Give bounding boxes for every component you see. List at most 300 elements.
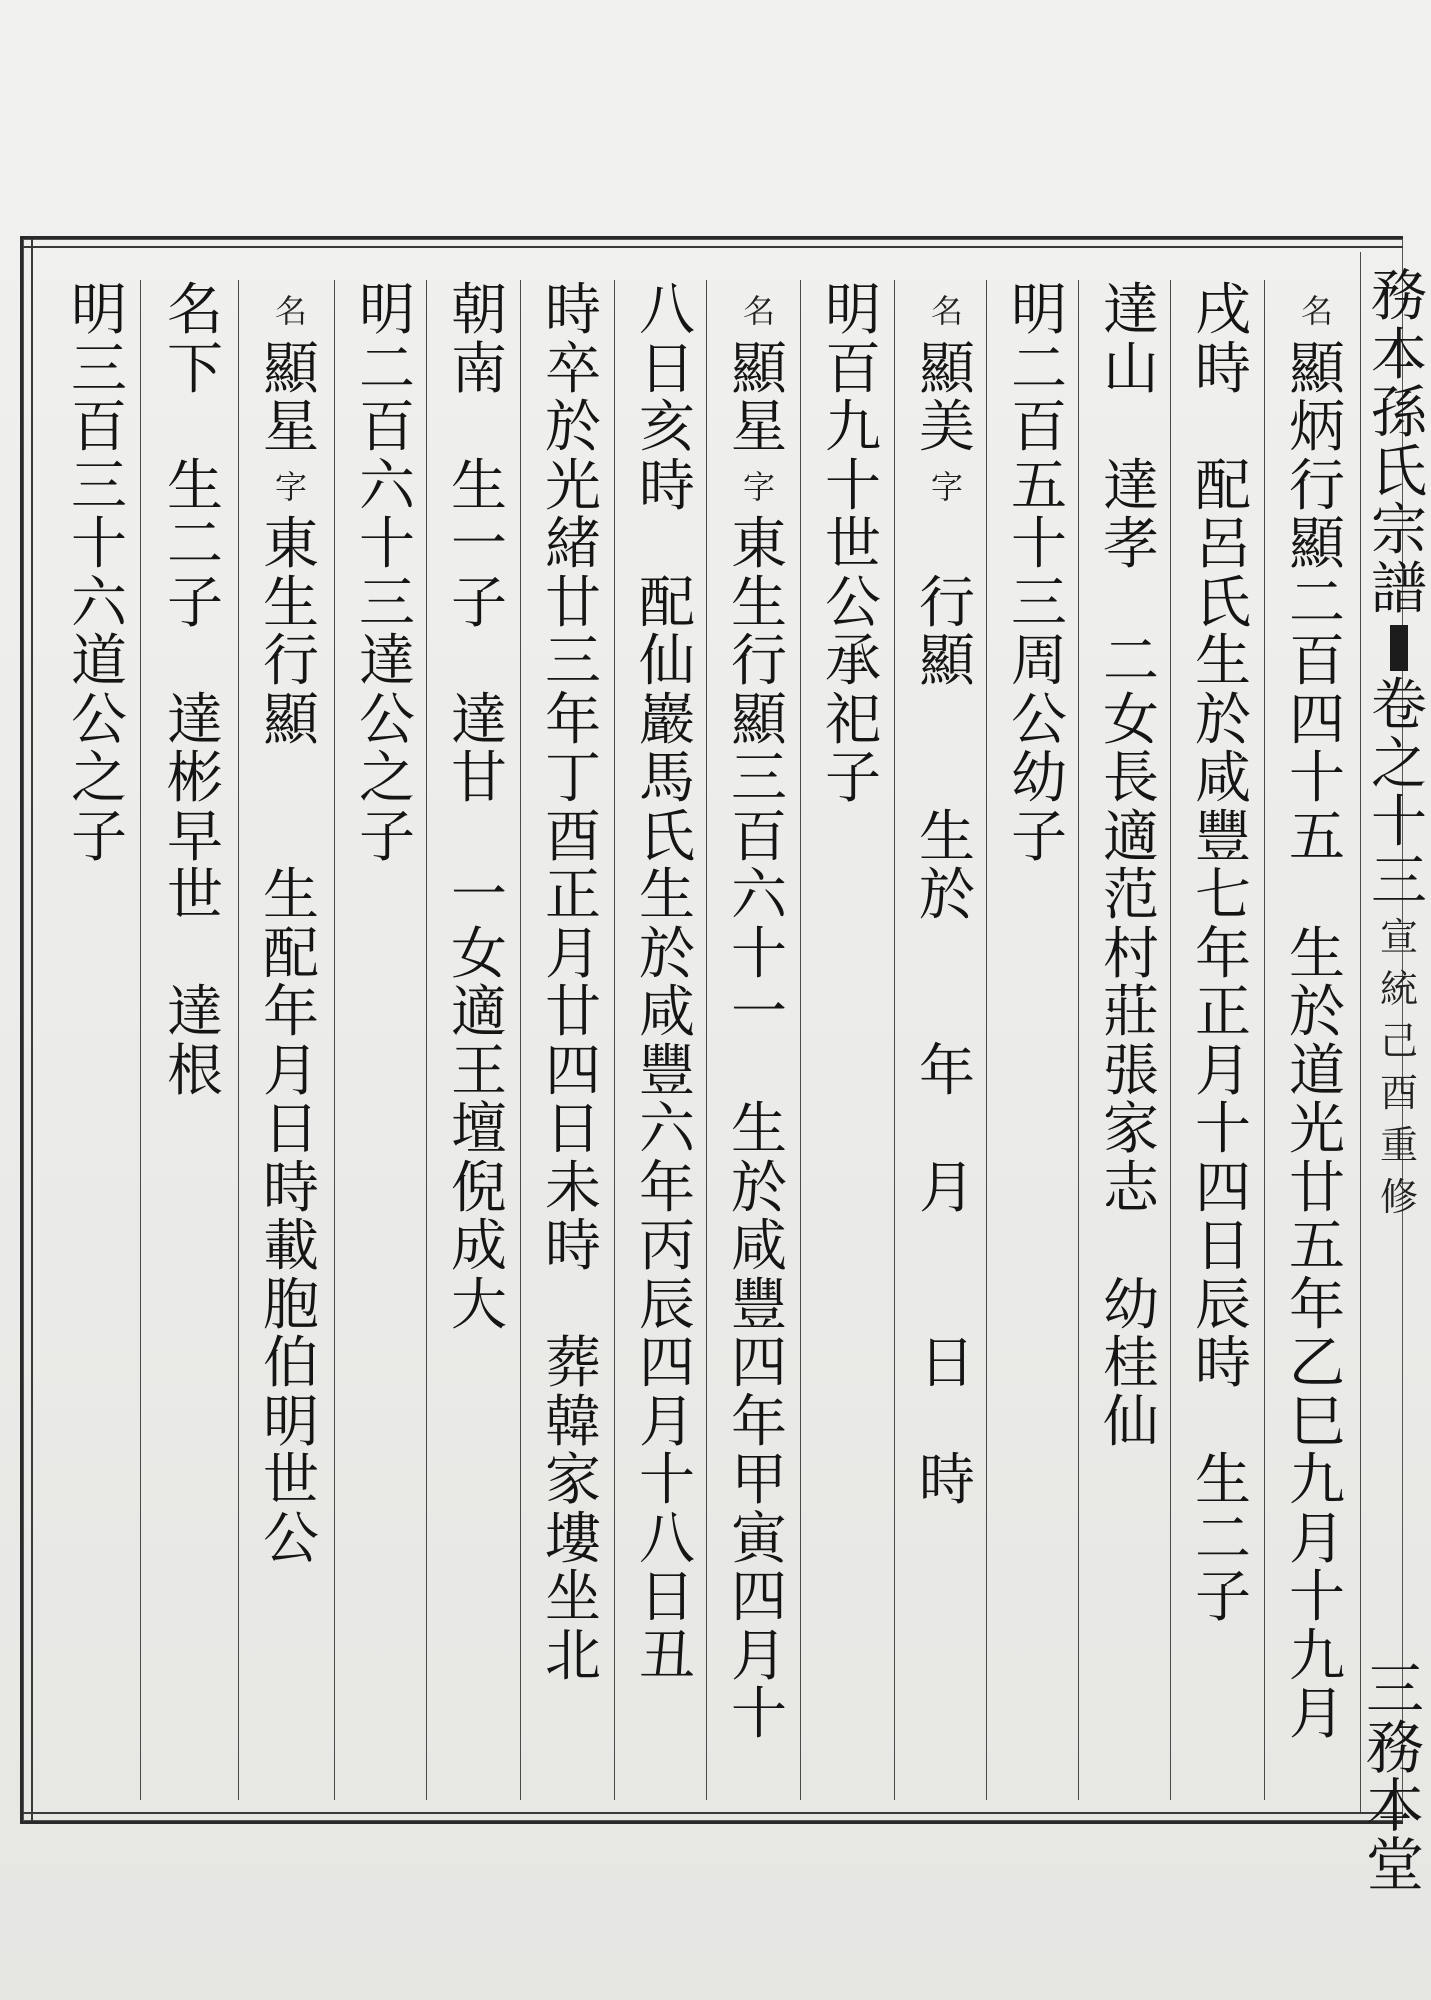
glyph: 東: [263, 512, 319, 577]
glyph: 丑: [639, 1623, 695, 1689]
small-glyph: 字: [930, 467, 963, 506]
glyph: 女: [1103, 687, 1159, 753]
glyph: 咸: [1195, 746, 1251, 811]
glyph: 月: [263, 1038, 319, 1104]
glyph: 范: [1103, 863, 1159, 928]
glyph: 公: [71, 687, 127, 753]
glyph: 於: [1289, 980, 1345, 1045]
glyph: 日: [639, 336, 695, 402]
glyph: 塿: [545, 1506, 601, 1572]
glyph: 世: [167, 863, 223, 928]
glyph: 於: [545, 395, 601, 460]
glyph: 六: [71, 570, 127, 636]
glyph: 譜: [1371, 556, 1427, 622]
column-rule: [140, 280, 141, 1800]
glyph: 五: [1289, 1214, 1345, 1279]
glyph: 達: [1103, 278, 1159, 343]
glyph: 幼: [1011, 746, 1067, 811]
edition-glyph: 己: [1379, 1019, 1418, 1063]
glyph: 達: [167, 980, 223, 1045]
glyph: 月: [919, 1155, 975, 1221]
small-annotation: [912, 282, 982, 341]
glyph: 八: [639, 1506, 695, 1572]
glyph: 年: [639, 1155, 695, 1221]
glyph: 公: [359, 687, 415, 753]
glyph: 明: [359, 278, 415, 343]
glyph: 根: [167, 1038, 223, 1104]
glyph: [1096, 1218, 1166, 1277]
glyph: 光: [1289, 1097, 1345, 1162]
glyph: 辰: [1195, 1272, 1251, 1338]
glyph: 年: [1195, 921, 1251, 987]
glyph: 年: [1289, 1272, 1345, 1338]
glyph: 四: [1195, 1155, 1251, 1221]
glyph: 十: [639, 1448, 695, 1513]
glyph: [1282, 867, 1352, 926]
glyph: 顯: [263, 687, 319, 753]
glyph: 北: [545, 1623, 601, 1689]
glyph: 豐: [1195, 804, 1251, 870]
glyph: [912, 692, 982, 751]
glyph: [1096, 399, 1166, 458]
glyph: 咸: [731, 1214, 787, 1279]
glyph: 生: [731, 570, 787, 636]
glyph: 務: [1365, 1713, 1424, 1782]
glyph: 適: [1103, 804, 1159, 870]
glyph: 酉: [545, 804, 601, 870]
glyph: 十: [1195, 1097, 1251, 1162]
glyph: 日: [263, 1097, 319, 1162]
glyph: 顯: [263, 336, 319, 402]
glyph: 家: [545, 1448, 601, 1513]
text-column-10: [444, 278, 514, 1338]
glyph: 咸: [639, 980, 695, 1045]
glyph: 二: [1289, 570, 1345, 636]
glyph: 巖: [639, 687, 695, 753]
glyph: 韓: [545, 1389, 601, 1455]
glyph: 年: [919, 1038, 975, 1104]
glyph: 二: [359, 336, 415, 402]
glyph: [256, 750, 326, 809]
glyph: [1188, 399, 1258, 458]
glyph: [912, 1101, 982, 1160]
glyph: 氏: [1195, 570, 1251, 636]
glyph: [724, 1043, 794, 1102]
glyph: 月: [1195, 1038, 1251, 1104]
glyph: 配: [639, 570, 695, 636]
glyph: 四: [1289, 687, 1345, 753]
glyph: 時: [1195, 1331, 1251, 1396]
small-annotation: [724, 458, 794, 517]
glyph: 家: [1103, 1097, 1159, 1162]
glyph: 乙: [1289, 1331, 1345, 1396]
glyph: 日: [1195, 1214, 1251, 1279]
fishtail-mark-icon: [1390, 625, 1408, 671]
glyph: 配: [1195, 453, 1251, 519]
small-glyph: 字: [742, 467, 775, 506]
glyph: 莊: [1103, 980, 1159, 1045]
glyph: 月: [639, 1389, 695, 1455]
text-column-6: [818, 278, 888, 811]
glyph: 五: [1289, 804, 1345, 870]
glyph: 三: [71, 336, 127, 402]
glyph: 祀: [825, 687, 881, 753]
glyph: 於: [919, 863, 975, 928]
glyph: 馬: [639, 746, 695, 811]
glyph: 四: [545, 1038, 601, 1104]
glyph: 時: [263, 1155, 319, 1221]
glyph: 廿: [545, 980, 601, 1045]
glyph: 於: [1195, 687, 1251, 753]
edition-glyph: 酉: [1379, 1071, 1418, 1115]
glyph: 周: [1011, 629, 1067, 694]
glyph: 本: [1365, 1772, 1424, 1840]
glyph: 配: [263, 921, 319, 987]
glyph: 生: [1195, 1448, 1251, 1513]
glyph: 孫: [1371, 381, 1427, 446]
glyph: 一: [451, 512, 507, 577]
glyph: 甲: [731, 1448, 787, 1513]
glyph: 一: [731, 980, 787, 1045]
glyph: 朝: [451, 278, 507, 343]
glyph: 日: [639, 1565, 695, 1630]
glyph: 十: [359, 512, 415, 577]
text-column-7: [724, 282, 794, 1745]
glyph: 三: [545, 629, 601, 694]
column-rule: [334, 280, 335, 1800]
column-rule: [1170, 280, 1171, 1800]
glyph: 生: [263, 863, 319, 928]
edition-glyph: 重: [1379, 1123, 1418, 1167]
glyph: 明: [263, 1389, 319, 1455]
glyph: 王: [451, 1038, 507, 1104]
glyph: 伯: [263, 1331, 319, 1396]
glyph: [160, 399, 230, 458]
glyph: 時: [1195, 336, 1251, 402]
glyph: 行: [1289, 453, 1345, 519]
glyph: [256, 809, 326, 868]
glyph: 坐: [545, 1565, 601, 1630]
text-column-1: [1282, 282, 1352, 1745]
glyph: 月: [1289, 1682, 1345, 1747]
glyph: 豐: [639, 1038, 695, 1104]
glyph: 彬: [167, 746, 223, 811]
text-column-9: [538, 278, 608, 1689]
glyph: 張: [1103, 1038, 1159, 1104]
glyph: 行: [263, 629, 319, 694]
glyph: 三: [731, 746, 787, 811]
small-annotation: [256, 282, 326, 341]
glyph: 顯: [731, 687, 787, 753]
column-rule: [1360, 252, 1361, 1812]
column-rule: [1078, 280, 1079, 1800]
glyph: 戌: [1195, 278, 1251, 343]
glyph: 十: [1371, 790, 1427, 855]
glyph: 氏: [1371, 439, 1427, 505]
glyph: 星: [731, 395, 787, 460]
small-annotation: [912, 458, 982, 517]
column-rule: [614, 280, 615, 1800]
glyph: 三: [1371, 848, 1427, 914]
small-glyph: 名: [274, 292, 307, 331]
glyph: 炳: [1289, 395, 1345, 460]
glyph: [1096, 575, 1166, 634]
glyph: [632, 516, 702, 575]
glyph: 山: [1103, 336, 1159, 402]
glyph: 九: [1289, 1448, 1345, 1513]
glyph: 年: [731, 1389, 787, 1455]
small-glyph: 名: [930, 292, 963, 331]
small-glyph: 名: [1300, 292, 1333, 331]
glyph: 丙: [639, 1214, 695, 1279]
glyph: 公: [825, 570, 881, 636]
glyph: [160, 926, 230, 985]
glyph: 世: [263, 1448, 319, 1513]
glyph: 時: [545, 1214, 601, 1279]
glyph: 氏: [639, 804, 695, 870]
glyph: 三: [71, 453, 127, 519]
glyph: 三: [1011, 570, 1067, 636]
text-column-8: [632, 278, 702, 1689]
glyph: 生: [639, 863, 695, 928]
glyph: 三: [1365, 1655, 1424, 1723]
glyph: 於: [639, 921, 695, 987]
glyph: 子: [167, 570, 223, 636]
glyph: [444, 399, 514, 458]
glyph: 堂: [1365, 1830, 1424, 1899]
glyph: 明: [1011, 278, 1067, 343]
glyph: 六: [731, 863, 787, 928]
column-rule: [894, 280, 895, 1800]
glyph: 顯: [1289, 336, 1345, 402]
glyph: 二: [1195, 1506, 1251, 1572]
column-rule: [520, 280, 521, 1800]
glyph: 行: [731, 629, 787, 694]
glyph: 行: [919, 570, 975, 636]
glyph: 明: [825, 278, 881, 343]
glyph: 呂: [1195, 512, 1251, 577]
glyph: 公: [263, 1506, 319, 1572]
glyph: [160, 633, 230, 692]
glyph: 緒: [545, 512, 601, 577]
glyph: 四: [639, 1331, 695, 1396]
glyph: 生: [263, 570, 319, 636]
glyph: 九: [1289, 1623, 1345, 1689]
glyph: [912, 926, 982, 985]
glyph: 百: [71, 395, 127, 460]
glyph: 月: [1289, 1506, 1345, 1572]
glyph: 五: [1011, 453, 1067, 519]
glyph: 於: [731, 1155, 787, 1221]
edition-glyph: 修: [1379, 1175, 1418, 1219]
glyph: 三: [359, 570, 415, 636]
glyph: 本: [1371, 322, 1427, 388]
frame-top-rule: [23, 246, 1403, 248]
column-rule: [238, 280, 239, 1800]
glyph: 生: [1195, 629, 1251, 694]
glyph: 二: [1103, 629, 1159, 694]
glyph: 顯: [731, 336, 787, 402]
glyph: 大: [451, 1272, 507, 1338]
glyph: 二: [167, 512, 223, 577]
glyph: 顯: [1289, 512, 1345, 577]
glyph: 壇: [451, 1097, 507, 1162]
glyph: 丁: [545, 746, 601, 811]
margin-hall-name: [1360, 1655, 1430, 1899]
glyph: 桂: [1103, 1331, 1159, 1396]
glyph: [912, 1394, 982, 1453]
glyph: 長: [1103, 746, 1159, 811]
glyph: 百: [825, 336, 881, 402]
glyph: 宗: [1371, 498, 1427, 563]
column-rule: [800, 280, 801, 1800]
glyph: 光: [545, 453, 601, 519]
glyph: 亥: [639, 395, 695, 460]
glyph: 子: [71, 804, 127, 870]
glyph: 生: [451, 453, 507, 519]
glyph: 務: [1371, 264, 1427, 329]
glyph: 未: [545, 1155, 601, 1221]
glyph: 百: [731, 804, 787, 870]
glyph: 日: [919, 1331, 975, 1396]
glyph: 下: [167, 336, 223, 402]
column-rule: [706, 280, 707, 1800]
glyph: 四: [731, 1565, 787, 1630]
glyph: 適: [451, 980, 507, 1045]
glyph: [538, 1277, 608, 1336]
glyph: 月: [545, 921, 601, 987]
glyph: 達: [1103, 453, 1159, 519]
glyph: 八: [639, 278, 695, 343]
glyph: [912, 516, 982, 575]
glyph: 十: [825, 453, 881, 519]
text-column-14: [64, 278, 134, 870]
column-rule: [1264, 280, 1265, 1800]
glyph: 十: [731, 921, 787, 987]
glyph: 子: [451, 570, 507, 636]
glyph: 仙: [639, 629, 695, 694]
glyph: 世: [825, 512, 881, 577]
glyph: 明: [71, 278, 127, 343]
glyph: 百: [1289, 629, 1345, 694]
glyph: 葬: [545, 1331, 601, 1396]
glyph: 之: [359, 746, 415, 811]
glyph: 顯: [919, 336, 975, 402]
glyph: 子: [1011, 804, 1067, 870]
glyph: 名: [167, 278, 223, 343]
glyph: [1188, 1394, 1258, 1453]
column-rule: [426, 280, 427, 1800]
glyph: 生: [731, 1097, 787, 1162]
glyph: 胞: [263, 1272, 319, 1338]
glyph: [912, 1218, 982, 1277]
glyph: 正: [1195, 980, 1251, 1045]
glyph: 孝: [1103, 512, 1159, 577]
glyph: 寅: [731, 1506, 787, 1572]
edition-glyph: 統: [1379, 967, 1418, 1011]
glyph: 月: [731, 1623, 787, 1689]
glyph: 達: [451, 687, 507, 753]
glyph: 女: [451, 921, 507, 987]
glyph: 廿: [545, 570, 601, 636]
glyph: 村: [1103, 921, 1159, 987]
glyph: 豐: [731, 1272, 787, 1338]
glyph: [912, 1277, 982, 1336]
glyph: 志: [1103, 1155, 1159, 1221]
glyph: 顯: [919, 629, 975, 694]
glyph: 九: [825, 395, 881, 460]
glyph: 倪: [451, 1155, 507, 1221]
glyph: 之: [71, 746, 127, 811]
glyph: 二: [1011, 336, 1067, 402]
glyph: 道: [71, 629, 127, 694]
glyph: [444, 633, 514, 692]
glyph: [444, 809, 514, 868]
glyph: 幼: [1103, 1272, 1159, 1338]
glyph: 仙: [1103, 1389, 1159, 1455]
glyph: 一: [451, 863, 507, 928]
glyph: 辰: [639, 1272, 695, 1338]
glyph: 正: [545, 863, 601, 928]
small-annotation: [1282, 282, 1352, 341]
glyph: 達: [359, 629, 415, 694]
glyph: 星: [263, 395, 319, 460]
text-column-11: [352, 278, 422, 870]
glyph: 巳: [1289, 1389, 1345, 1455]
glyph: 子: [359, 804, 415, 870]
glyph: 子: [825, 746, 881, 811]
text-column-13: [160, 278, 230, 1104]
small-glyph: 字: [274, 467, 307, 506]
glyph: 百: [359, 395, 415, 460]
text-column-5: [912, 282, 982, 1511]
glyph: 達: [167, 687, 223, 753]
glyph: 甘: [451, 746, 507, 811]
glyph: 東: [731, 512, 787, 577]
glyph: 南: [451, 336, 507, 402]
glyph: 早: [167, 804, 223, 870]
glyph: 七: [1195, 863, 1251, 928]
glyph: 公: [1011, 687, 1067, 753]
glyph: 六: [359, 453, 415, 519]
column-rule: [986, 280, 987, 1800]
glyph: 時: [639, 453, 695, 519]
edition-glyph: 宣: [1379, 915, 1418, 959]
glyph: 四: [731, 1331, 787, 1396]
glyph: 道: [1289, 1038, 1345, 1104]
text-column-4: [1004, 278, 1074, 870]
glyph: 十: [71, 512, 127, 577]
glyph: 年: [263, 980, 319, 1045]
glyph: 美: [919, 395, 975, 460]
glyph: 之: [1371, 731, 1427, 797]
frame-left-rule: [31, 239, 33, 1821]
glyph: 十: [1289, 746, 1345, 811]
glyph: 廿: [1289, 1155, 1345, 1221]
margin-title: [1368, 264, 1430, 1223]
frame-bottom-rule: [23, 1812, 1403, 1814]
glyph: 年: [545, 687, 601, 753]
text-column-2: [1188, 278, 1258, 1630]
glyph: 生: [919, 804, 975, 870]
glyph: 時: [919, 1448, 975, 1513]
text-column-3: [1096, 278, 1166, 1455]
glyph: 成: [451, 1214, 507, 1279]
glyph: 十: [1289, 1565, 1345, 1630]
glyph: [912, 750, 982, 809]
text-column-12: [256, 282, 326, 1572]
glyph: 生: [167, 453, 223, 519]
